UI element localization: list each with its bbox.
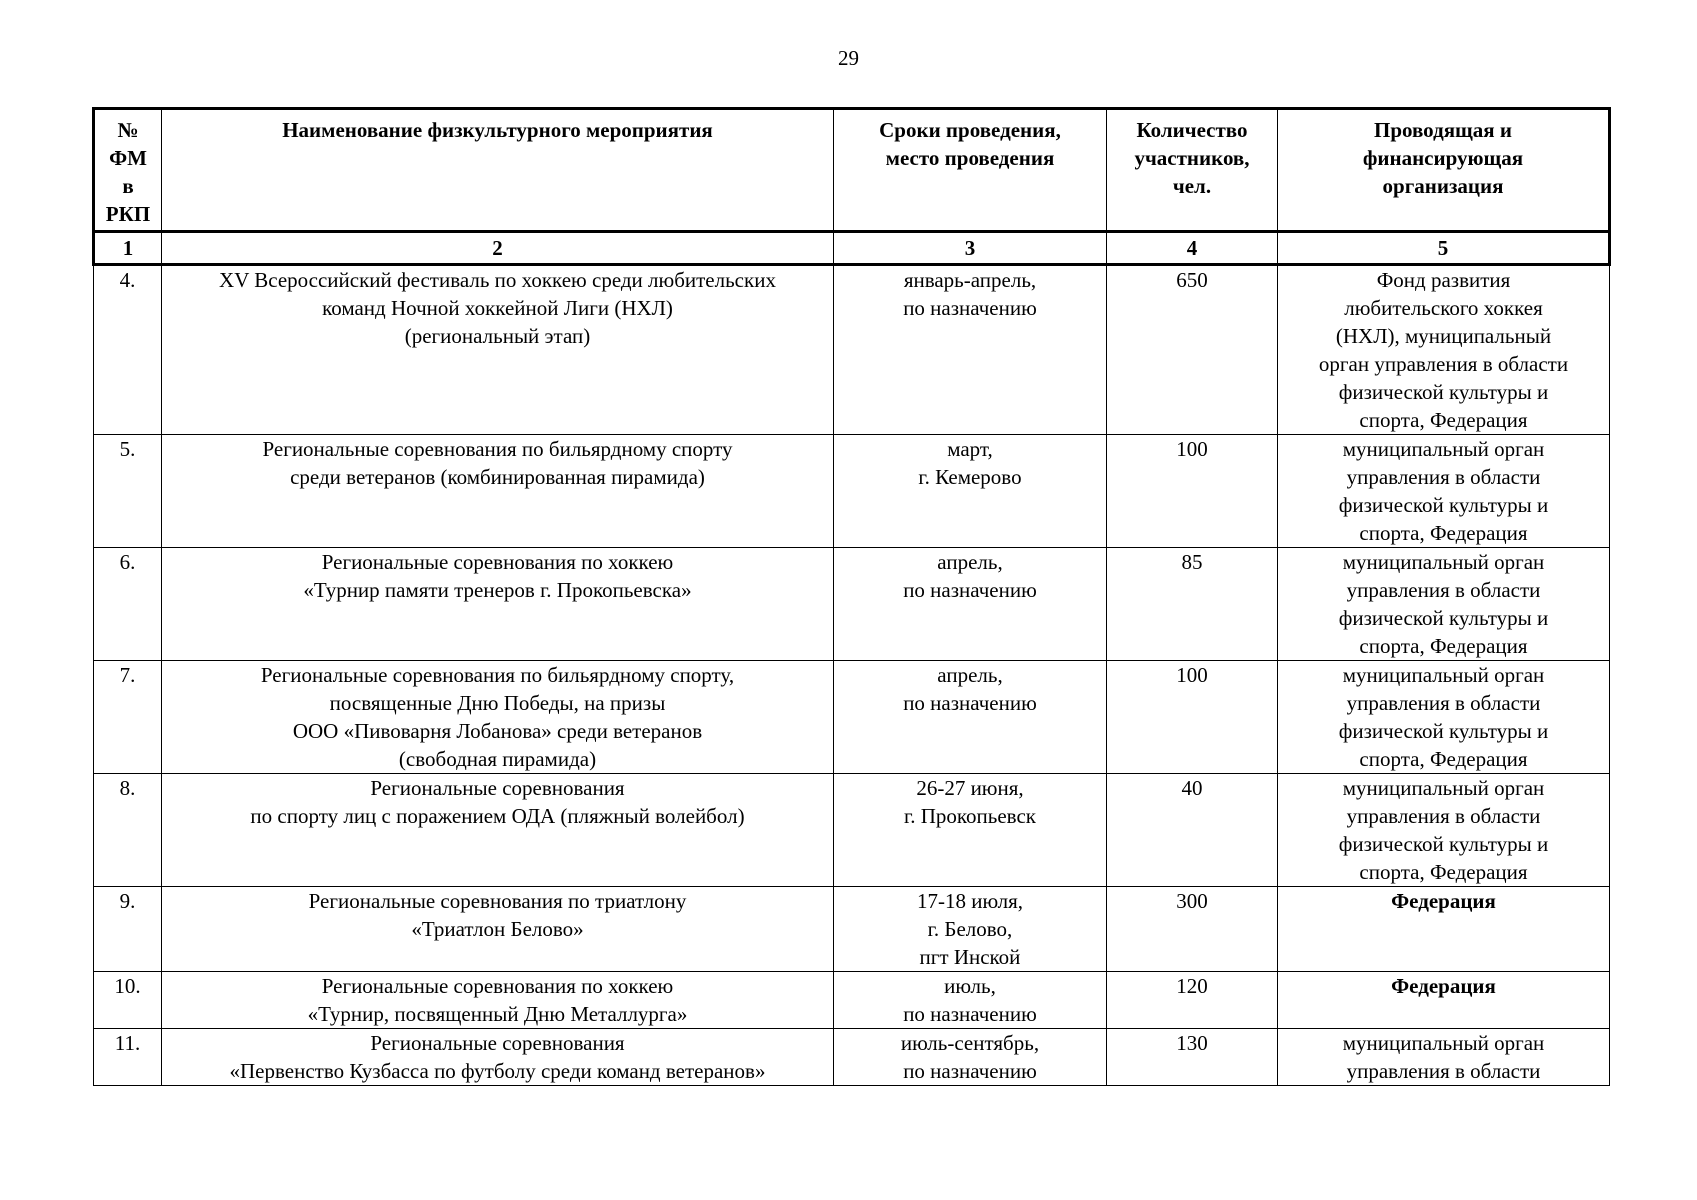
cell-line: по назначению: [903, 691, 1037, 715]
organization: [1278, 265, 1610, 435]
cell-line: Региональные соревнования: [370, 776, 625, 800]
table-header-row: [94, 109, 1610, 232]
column-number: 1: [94, 232, 162, 265]
cell-line: физической культуры и: [1338, 493, 1549, 517]
cell-line: 26-27 июня,: [916, 776, 1024, 800]
header-organization: [1278, 109, 1610, 232]
cell-line: любительского хоккея: [1344, 296, 1543, 320]
cell-line: муниципальный орган: [1342, 776, 1545, 800]
participant-count: 130: [1107, 1029, 1278, 1086]
cell-line: финансирующая: [1362, 146, 1524, 170]
organization: [1278, 1029, 1610, 1086]
column-number: 2: [162, 232, 834, 265]
cell-line: физической культуры и: [1338, 380, 1549, 404]
events-table: [92, 107, 1611, 1086]
cell-line: чел.: [1172, 174, 1212, 198]
participant-count: 40: [1107, 774, 1278, 887]
cell-line: Региональные соревнования по хоккею: [321, 550, 674, 574]
cell-line: управления в области: [1346, 804, 1541, 828]
cell-line: №: [117, 118, 139, 142]
row-number: 7.: [94, 661, 162, 774]
event-name: [162, 435, 834, 548]
cell-line: спорта, Федерация: [1359, 747, 1528, 771]
header-number: [94, 109, 162, 232]
organization: [1278, 435, 1610, 548]
column-number: 3: [834, 232, 1107, 265]
event-name: [162, 661, 834, 774]
cell-line: апрель,: [937, 550, 1003, 574]
cell-line: спорта, Федерация: [1359, 408, 1528, 432]
cell-line: «Триатлон Белово»: [411, 917, 584, 941]
cell-line: муниципальный орган: [1342, 1031, 1545, 1055]
header-participants: [1107, 109, 1278, 232]
cell-line: муниципальный орган: [1342, 437, 1545, 461]
cell-line: апрель,: [937, 663, 1003, 687]
cell-line: г. Белово,: [927, 917, 1013, 941]
cell-line: спорта, Федерация: [1359, 634, 1528, 658]
table-row: [94, 972, 1610, 1029]
participant-count: 650: [1107, 265, 1278, 435]
column-number: 5: [1278, 232, 1610, 265]
cell-line: по спорту лиц с поражением ОДА (пляжный волейбол): [250, 804, 745, 828]
cell-line: посвященные Дню Победы, на призы: [329, 691, 666, 715]
event-name: [162, 972, 834, 1029]
row-number: 11.: [94, 1029, 162, 1086]
cell-line: по назначению: [903, 1059, 1037, 1083]
cell-line: ООО «Пивоварня Лобанова» среди ветеранов: [292, 719, 703, 743]
column-numbers-row: [94, 232, 1610, 265]
event-dates: [834, 661, 1107, 774]
participant-count: 300: [1107, 887, 1278, 972]
cell-line: управления в области: [1346, 1059, 1541, 1083]
event-dates: [834, 1029, 1107, 1086]
cell-line: спорта, Федерация: [1359, 521, 1528, 545]
cell-line: г. Кемерово: [918, 465, 1022, 489]
organization: [1278, 661, 1610, 774]
cell-line: Региональные соревнования: [370, 1031, 625, 1055]
table-row: [94, 661, 1610, 774]
cell-line: организация: [1382, 174, 1504, 198]
table-row: [94, 548, 1610, 661]
cell-line: спорта, Федерация: [1359, 860, 1528, 884]
participant-count: 100: [1107, 435, 1278, 548]
page-number: 29: [838, 46, 859, 70]
table-body: [94, 265, 1610, 1086]
cell-line: среди ветеранов (комбинированная пирамида): [290, 465, 705, 489]
event-name: [162, 887, 834, 972]
cell-line: Фонд развития: [1376, 268, 1511, 292]
table-row: [94, 435, 1610, 548]
cell-line: Наименование физкультурного мероприятия: [282, 118, 713, 142]
organization: [1278, 972, 1610, 1029]
cell-line: пгт Инской: [919, 945, 1021, 969]
participant-count: 120: [1107, 972, 1278, 1029]
table-row: [94, 887, 1610, 972]
cell-line: муниципальный орган: [1342, 663, 1545, 687]
cell-line: ФМ: [109, 146, 147, 170]
cell-line: «Первенство Кузбасса по футболу среди команд ветеранов»: [229, 1059, 766, 1083]
cell-line: январь-апрель,: [903, 268, 1037, 292]
participant-count: 100: [1107, 661, 1278, 774]
cell-line: Федерация: [1391, 974, 1496, 998]
row-number: 5.: [94, 435, 162, 548]
cell-line: муниципальный орган: [1342, 550, 1545, 574]
cell-line: управления в области: [1346, 691, 1541, 715]
cell-line: Сроки проведения,: [879, 118, 1061, 142]
event-dates: [834, 435, 1107, 548]
cell-line: июль-сентябрь,: [900, 1031, 1040, 1055]
cell-line: Региональные соревнования по бильярдному спорту: [262, 437, 733, 461]
cell-line: Количество: [1136, 118, 1248, 142]
cell-line: март,: [947, 437, 993, 461]
event-dates: [834, 774, 1107, 887]
cell-line: РКП: [105, 202, 151, 226]
cell-line: XV Всероссийский фестиваль по хоккею среди любительских: [219, 268, 776, 292]
cell-line: по назначению: [903, 296, 1037, 320]
header-dates-place: [834, 109, 1107, 232]
cell-line: «Турнир памяти тренеров г. Прокопьевска»: [303, 578, 692, 602]
cell-line: по назначению: [903, 1002, 1037, 1026]
cell-line: управления в области: [1346, 578, 1541, 602]
cell-line: по назначению: [903, 578, 1037, 602]
cell-line: в: [122, 174, 134, 198]
event-name: [162, 548, 834, 661]
row-number: 8.: [94, 774, 162, 887]
event-dates: [834, 972, 1107, 1029]
row-number: 6.: [94, 548, 162, 661]
event-name: [162, 265, 834, 435]
cell-line: участников,: [1134, 146, 1250, 170]
cell-line: Региональные соревнования по бильярдному спорту,: [260, 663, 735, 687]
event-dates: [834, 548, 1107, 661]
cell-line: Проводящая и: [1373, 118, 1512, 142]
column-number: 4: [1107, 232, 1278, 265]
cell-line: физической культуры и: [1338, 606, 1549, 630]
cell-line: орган управления в области: [1318, 352, 1569, 376]
organization: [1278, 548, 1610, 661]
table-row: [94, 774, 1610, 887]
table-row: [94, 265, 1610, 435]
cell-line: г. Прокопьевск: [904, 804, 1036, 828]
cell-line: Региональные соревнования по хоккею: [321, 974, 674, 998]
cell-line: Региональные соревнования по триатлону: [308, 889, 687, 913]
row-number: 10.: [94, 972, 162, 1029]
cell-line: (НХЛ), муниципальный: [1335, 324, 1552, 348]
organization: [1278, 774, 1610, 887]
cell-line: физической культуры и: [1338, 832, 1549, 856]
cell-line: команд Ночной хоккейной Лиги (НХЛ): [322, 296, 673, 320]
event-dates: [834, 265, 1107, 435]
cell-line: управления в области: [1346, 465, 1541, 489]
organization: [1278, 887, 1610, 972]
cell-line: (свободная пирамида): [398, 747, 597, 771]
row-number: 9.: [94, 887, 162, 972]
participant-count: 85: [1107, 548, 1278, 661]
event-name: [162, 774, 834, 887]
cell-line: июль,: [944, 974, 996, 998]
cell-line: (региональный этап): [404, 324, 591, 348]
event-name: [162, 1029, 834, 1086]
cell-line: место проведения: [885, 146, 1055, 170]
header-event-name: [162, 109, 834, 232]
cell-line: физической культуры и: [1338, 719, 1549, 743]
table-row: [94, 1029, 1610, 1086]
row-number: 4.: [94, 265, 162, 435]
cell-line: 17-18 июля,: [916, 889, 1024, 913]
cell-line: «Турнир, посвященный Дню Металлурга»: [307, 1002, 688, 1026]
cell-line: Федерация: [1391, 889, 1496, 913]
event-dates: [834, 887, 1107, 972]
